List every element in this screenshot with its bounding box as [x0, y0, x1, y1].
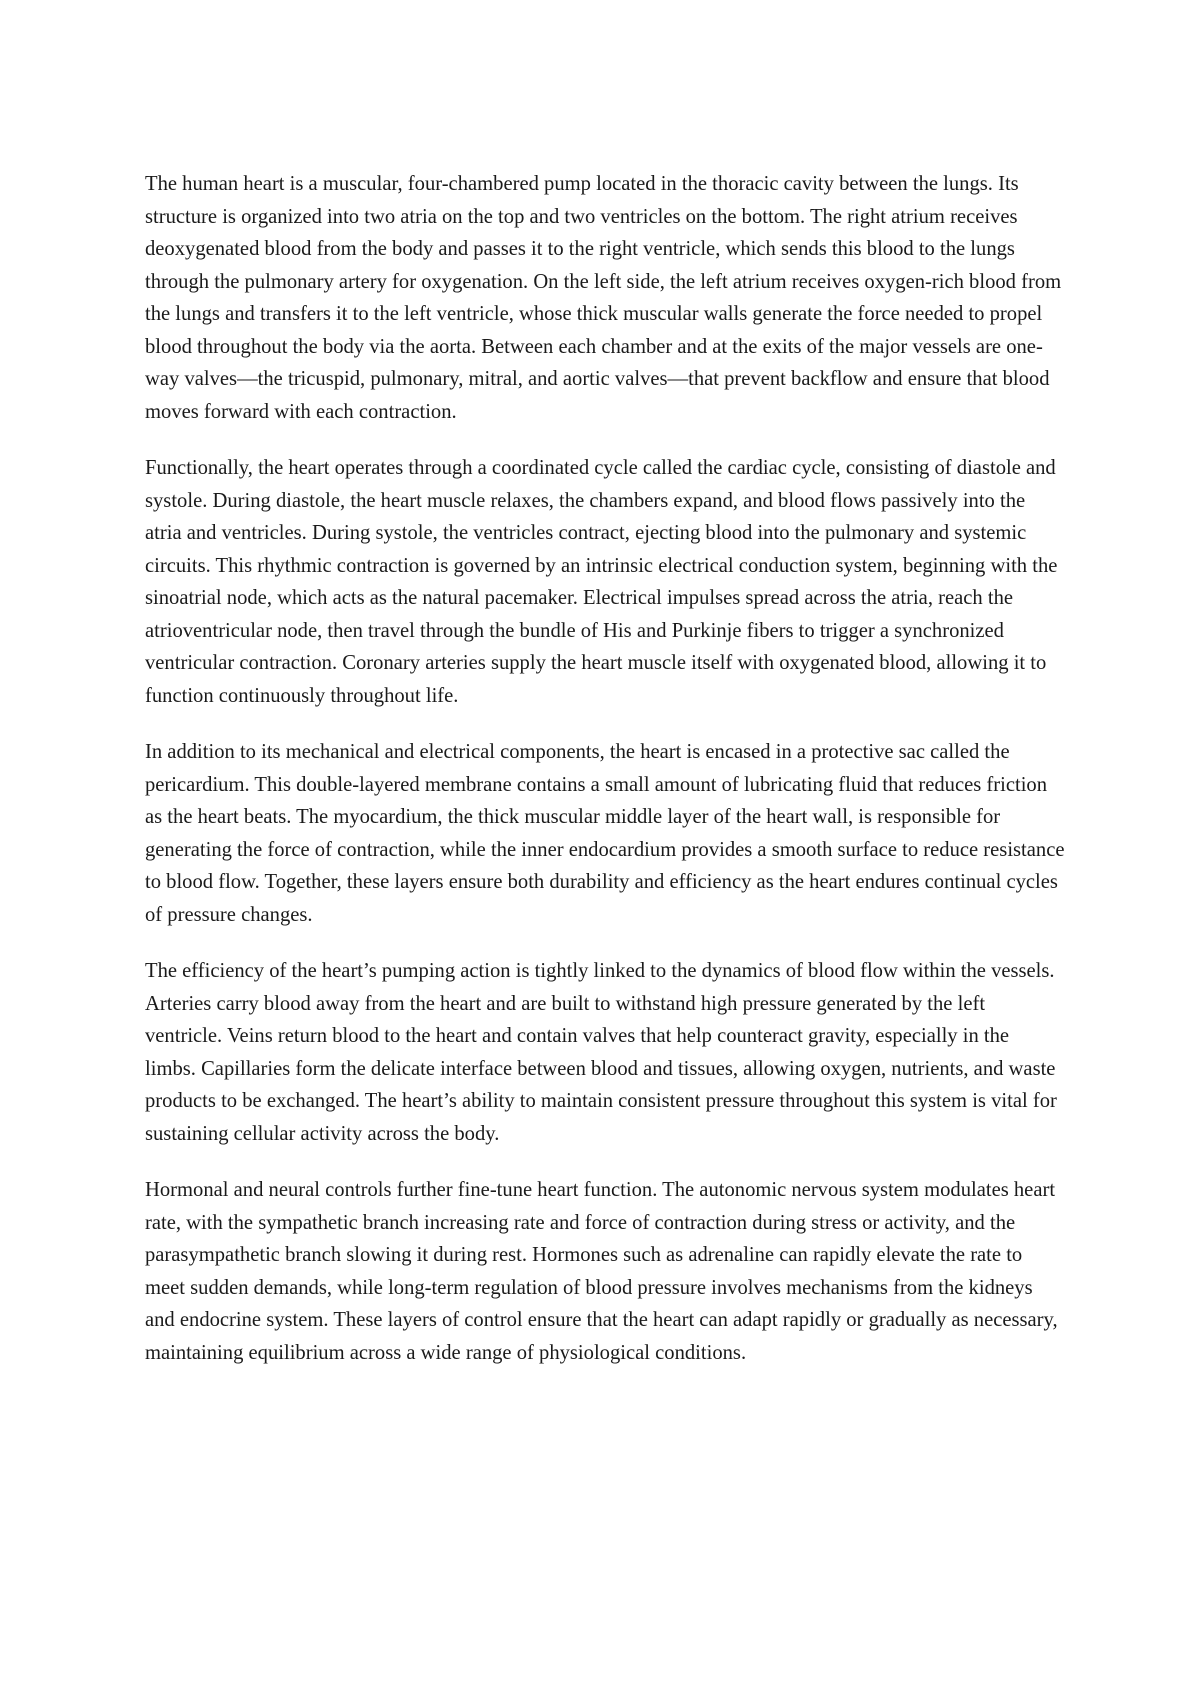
paragraph-cardiac-cycle: Functionally, the heart operates through a coordinated cycle called the cardiac cycle, consisting of diastole and systole. During diastole, the heart muscle relaxes, the chambers expand, and blood flows passively into the atria and ventricles. During systole, the ventricles contract, ejecting blood into the pulmonary and systemic circuits. This rhythmic contraction is governed by an intrinsic electrical conduction system, beginning with the sinoatrial node, which acts as the natural pacemaker. Electrical impulses spread across the atria, reach the atrioventricular node, then travel through the bundle of His and Purkinje fibers to trigger a synchronized ventricular contraction. Coronary arteries supply the heart muscle itself with oxygenated blood, allowing it to function continuously throughout life.: [145, 457, 1058, 707]
paragraph-heart-layers: In addition to its mechanical and electrical components, the heart is encased in a protective sac called the pericardium. This double-layered membrane contains a small amount of lubricating fluid that reduces friction as the heart beats. The myocardium, the thick muscular middle layer of the heart wall, is responsible for generating the force of contraction, while the inner endocardium provides a smooth surface to reduce resistance to blood flow. Together, these layers ensure both durability and efficiency as the heart endures continual cycles of pressure changes.: [145, 741, 1065, 926]
document-body: [145, 168, 1065, 1393]
paragraph-blood-flow: The efficiency of the heart’s pumping action is tightly linked to the dynamics of blood flow within the vessels. Arteries carry blood away from the heart and are built to withstand high pressure generated by the left ventricle. Veins return blood to the heart and contain valves that help counteract gravity, especially in the limbs. Capillaries form the delicate interface between blood and tissues, allowing oxygen, nutrients, and waste products to be exchanged. The heart’s ability to maintain consistent pressure throughout this system is vital for sustaining cellular activity across the body.: [145, 960, 1057, 1145]
paragraph-heart-structure: The human heart is a muscular, four-chambered pump located in the thoracic cavity between the lungs. Its structure is organized into two atria on the top and two ventricles on the bottom. The right atrium receives deoxygenated blood from the body and passes it to the right ventricle, which sends this blood to the lungs through the pulmonary artery for oxygenation. On the left side, the left atrium receives oxygen-rich blood from the lungs and transfers it to the left ventricle, whose thick muscular walls generate the force needed to propel blood throughout the body via the aorta. Between each chamber and at the exits of the major vessels are one-way valves—the tricuspid, pulmonary, mitral, and aortic valves—that prevent backflow and ensure that blood moves forward with each contraction.: [145, 173, 1062, 423]
paragraph-heart-regulation: Hormonal and neural controls further fine-tune heart function. The autonomic nervous system modulates heart rate, with the sympathetic branch increasing rate and force of contraction during stress or activity, and the parasympathetic branch slowing it during rest. Hormones such as adrenaline can rapidly elevate the rate to meet sudden demands, while long-term regulation of blood pressure involves mechanisms from the kidneys and endocrine system. These layers of control ensure that the heart can adapt rapidly or gradually as necessary, maintaining equilibrium across a wide range of physiological conditions.: [145, 1179, 1058, 1364]
